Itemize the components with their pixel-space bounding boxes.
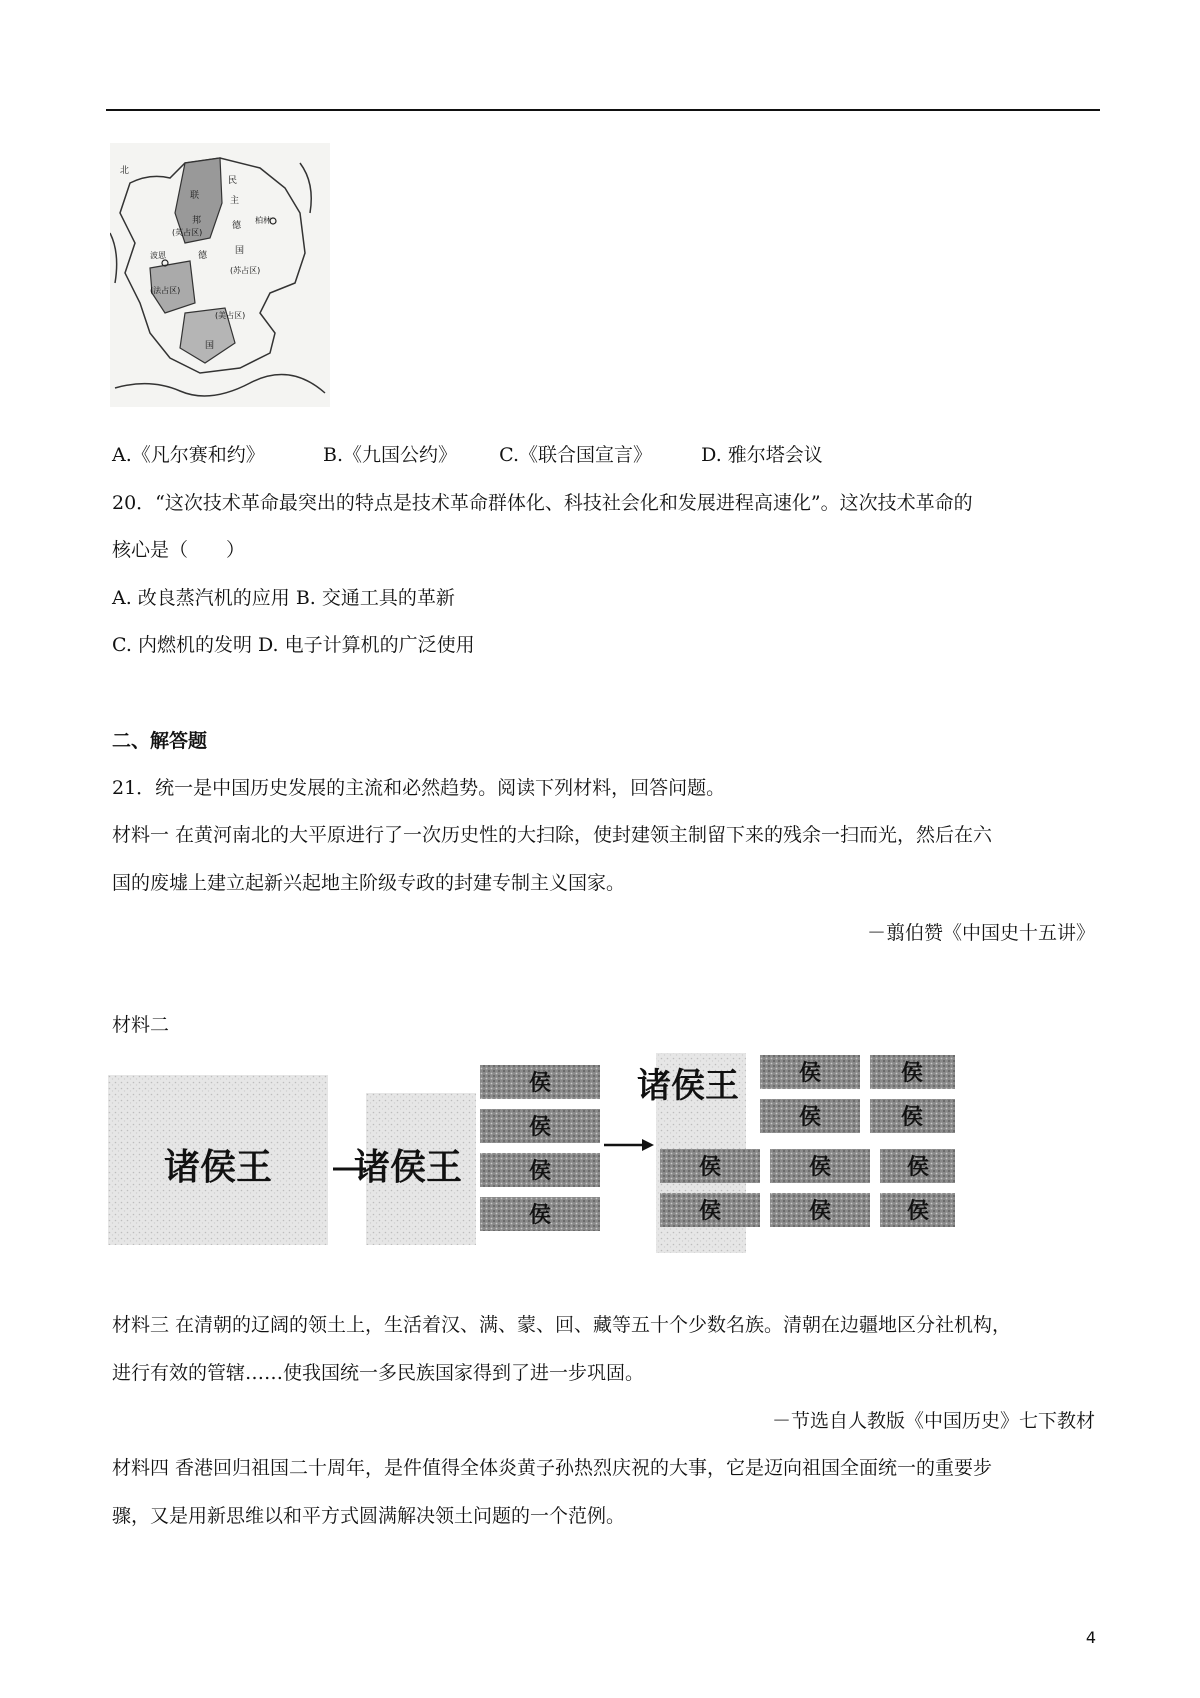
stage3-marquis-r1-a-label: 侯 [798, 1061, 822, 1086]
stage3-marquis-r1-b-label: 侯 [900, 1061, 924, 1086]
map-zone-fr: (法占区) [150, 286, 181, 295]
stage2-marquis-stack [480, 1065, 600, 1231]
map-label-guo: 国 [235, 246, 245, 256]
q21-material1-line2: 国的废墟上建立起新兴起地主阶级专政的封建专制主义国家。 [112, 872, 626, 894]
q19-option-d: D. 雅尔塔会议 [701, 444, 823, 466]
germany-occupation-map [110, 143, 330, 407]
q21-material4-line1: 材料四 香港回归祖国二十周年，是件值得全体炎黄子孙热烈庆祝的大事，它是迈向祖国全面统一的重要步 [112, 1457, 993, 1479]
stage3-marquis-r4-b-label: 侯 [808, 1199, 832, 1224]
q19-options [112, 442, 823, 468]
header-rule [106, 109, 1100, 111]
page-number: 4 [1085, 1628, 1096, 1647]
stage3-king: 诸侯王 [637, 1066, 739, 1106]
stage3-marquis-r2-a-label: 侯 [798, 1105, 822, 1130]
q21-material4-line2: 骤，又是用新思维以和平方式圆满解决领土问题的一个范例。 [112, 1505, 626, 1527]
stage3-marquis-r4-a-label: 侯 [698, 1199, 722, 1224]
map-label-south: 国 [205, 341, 215, 351]
stage2-king: 诸侯王 [353, 1147, 463, 1188]
map-label-de: 德 [232, 221, 242, 231]
stage2-marquis-3-label: 侯 [528, 1159, 552, 1184]
q20-options-line1: A. 改良蒸汽机的应用 B. 交通工具的革新 [112, 587, 455, 609]
map-label-bang: 邦 [192, 216, 202, 226]
q19-option-b: B.《九国公约》 [323, 444, 458, 466]
stage2-marquis-4-label: 侯 [528, 1203, 552, 1228]
map-zone-us: (美占区) [215, 311, 246, 320]
map-label-north: 北 [120, 166, 130, 176]
q19-option-c: C.《联合国宣言》 [499, 444, 652, 466]
stage2-marquis-2-label: 侯 [528, 1115, 552, 1140]
map-label-zhu: 主 [230, 196, 240, 206]
map-label-lian: 联 [190, 191, 200, 201]
q21-material1-line1: 材料一 在黄河南北的大平原进行了一次历史性的大扫除，使封建领主制留下来的残余一扫而光，然后在六 [112, 824, 993, 846]
section-heading: 二、解答题 [112, 730, 208, 752]
stage3-marquis-r3-c-label: 侯 [906, 1155, 930, 1180]
q21-material3-line1: 材料三 在清朝的辽阔的领土上，生活着汉、满、蒙、回、藏等五十个少数名族。清朝在边疆地区分社机构， [112, 1314, 1012, 1336]
map-city-bonn: 波恩 [150, 251, 166, 260]
enfeoffment-diagram [108, 1045, 958, 1265]
q20-stem-line1: 20．“这次技术革命最突出的特点是技术革命群体化、科技社会化和发展进程高速化”。这次技术革命的 [112, 492, 973, 514]
stage3-marquis-r3-a-label: 侯 [698, 1155, 722, 1180]
q20-stem-line2: 核心是（ ） [112, 539, 246, 561]
q21-material3-line2: 进行有效的管辖……使我国统一多民族国家得到了进一步巩固。 [112, 1362, 645, 1384]
map-zone-uk: (英占区) [172, 228, 203, 237]
map-label-min: 民 [228, 176, 238, 186]
q20-options-line2: C. 内燃机的发明 D. 电子计算机的广泛使用 [112, 634, 475, 656]
map-city-berlin: 柏林 [255, 216, 271, 225]
stage3-marquis-r4-c-label: 侯 [906, 1199, 930, 1224]
stage3-marquis-r3-b-label: 侯 [808, 1155, 832, 1180]
stage2-marquis-1-label: 侯 [528, 1071, 552, 1096]
map-label-de2: 德 [198, 251, 208, 261]
map-zone-su: (苏占区) [230, 266, 261, 275]
stage1-king: 诸侯王 [163, 1147, 273, 1188]
stage3-marquis-r2-b-label: 侯 [900, 1105, 924, 1130]
q21-material1-source: －翦伯赞《中国史十五讲》 [866, 922, 1095, 944]
q19-option-a: A.《凡尔赛和约》 [112, 444, 265, 466]
q21-material2-label: 材料二 [112, 1014, 170, 1036]
q21-material3-source: －节选自人教版《中国历史》七下教材 [771, 1410, 1095, 1432]
q21-stem: 21．统一是中国历史发展的主流和必然趋势。阅读下列材料，回答问题。 [112, 777, 726, 799]
